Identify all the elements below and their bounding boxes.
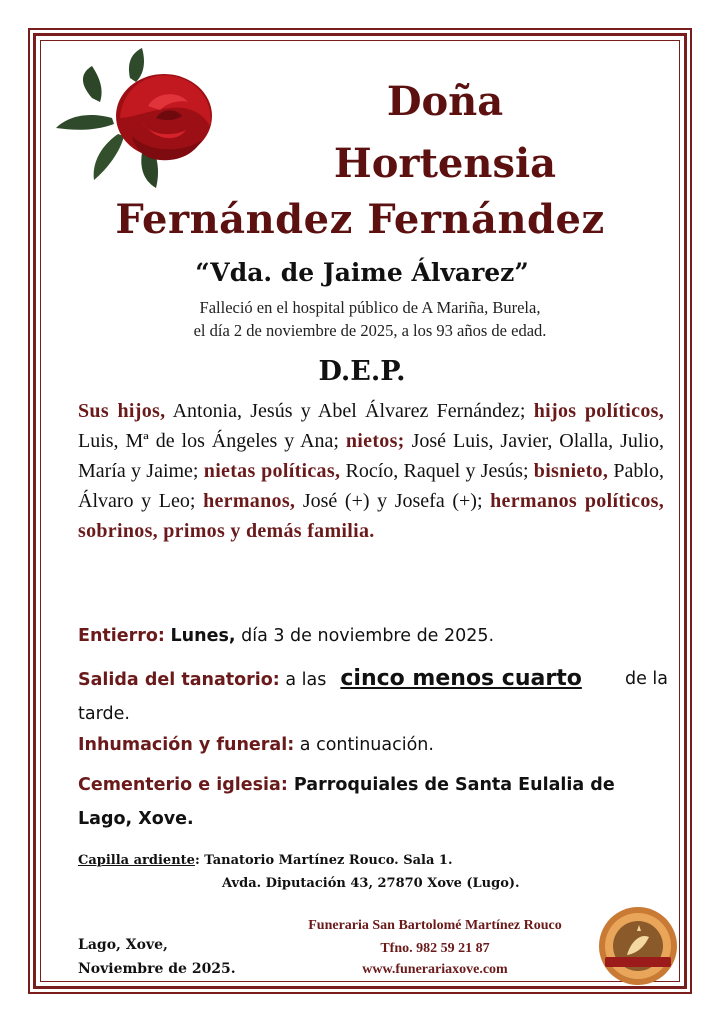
salida-post: de la [624,669,668,689]
salida-label: Salida del tanatorio: [78,670,280,690]
capilla-text: : Tanatorio Martínez Rouco. Sala 1. [194,853,453,868]
family-text-nietos: José Luis, Javier, Olalla, Julio, María y Jaime; [78,430,664,482]
capilla-address: Avda. Diputación 43, 27870 Xove (Lugo). [222,876,520,891]
family-label-nietos: nietos; [345,430,405,452]
funeraria-web: www.funerariaxove.com [362,962,508,977]
entierro-label: Entierro: [78,626,165,646]
salida-post-2: tarde. [78,704,130,724]
family-label-nietas-politicas: nietas políticas, [203,460,341,482]
funeraria-phone: Tfno. 982 59 21 87 [380,941,490,956]
entierro-date: día 3 de noviembre de 2025. [235,626,495,646]
family-label-hermanos-politicos: hermanos políticos, sobrinos, primos y demás familia. [78,490,665,542]
family-label-hijos-politicos: hijos políticos, [533,400,664,422]
cementerio-line [78,768,668,836]
family-label-bisnieto: bisnieto, [533,460,609,482]
inhumacion-line [78,735,668,755]
family-text-nietas-politicas: Rocío, Raquel y Jesús; [340,460,534,482]
inhumacion-label: Inhumación y funeral: [78,735,295,755]
date-line: Noviembre de 2025. [78,961,236,977]
entierro-day: Lunes, [170,626,236,646]
deceased-title: Doña [386,78,504,125]
family-text-hijos-politicos: Luis, Mª de los Ángeles y Ana; [78,430,346,452]
death-date-age: el día 2 de noviembre de 2025, a los 93 años de edad. [193,321,547,340]
family-text-hijos: Antonia, Jesús y Abel Álvarez Fernández; [165,400,534,422]
dep-heading: D.E.P. [318,356,406,387]
family-text-hermanos: José (+) y Josefa (+); [295,490,491,512]
family-label-hijos: Sus hijos, [78,400,166,422]
place-line: Lago, Xove, [78,937,168,953]
inhumacion-text: a continuación. [294,735,434,755]
capilla-label: Capilla ardiente [78,853,195,868]
deceased-surnames: Fernández Fernández [115,196,605,243]
red-rose-icon [52,48,222,193]
cementerio-text: Parroquiales de Santa Eulalia de Lago, Xove. [78,775,615,829]
funeraria-seal-logo [597,905,679,987]
family-label-hermanos: hermanos, [203,490,296,512]
salida-pre: a las [279,670,327,690]
widow-of: “Vda. de Jaime Álvarez” [195,258,529,287]
capilla-line-1 [78,853,453,868]
salida-time: cinco menos cuarto [340,666,582,691]
deceased-first-name: Hortensia [333,140,557,187]
funeraria-name: Funeraria San Bartolomé Martínez Rouco [308,918,562,933]
entierro-line [78,626,668,646]
family-text-bisnieto: Pablo, Álvaro y Leo; [78,460,664,512]
family-paragraph [78,396,664,546]
cementerio-label: Cementerio e iglesia: [78,775,288,795]
salida-line [78,662,668,731]
death-place: Falleció en el hospital público de A Mariña, Burela, [199,298,541,317]
